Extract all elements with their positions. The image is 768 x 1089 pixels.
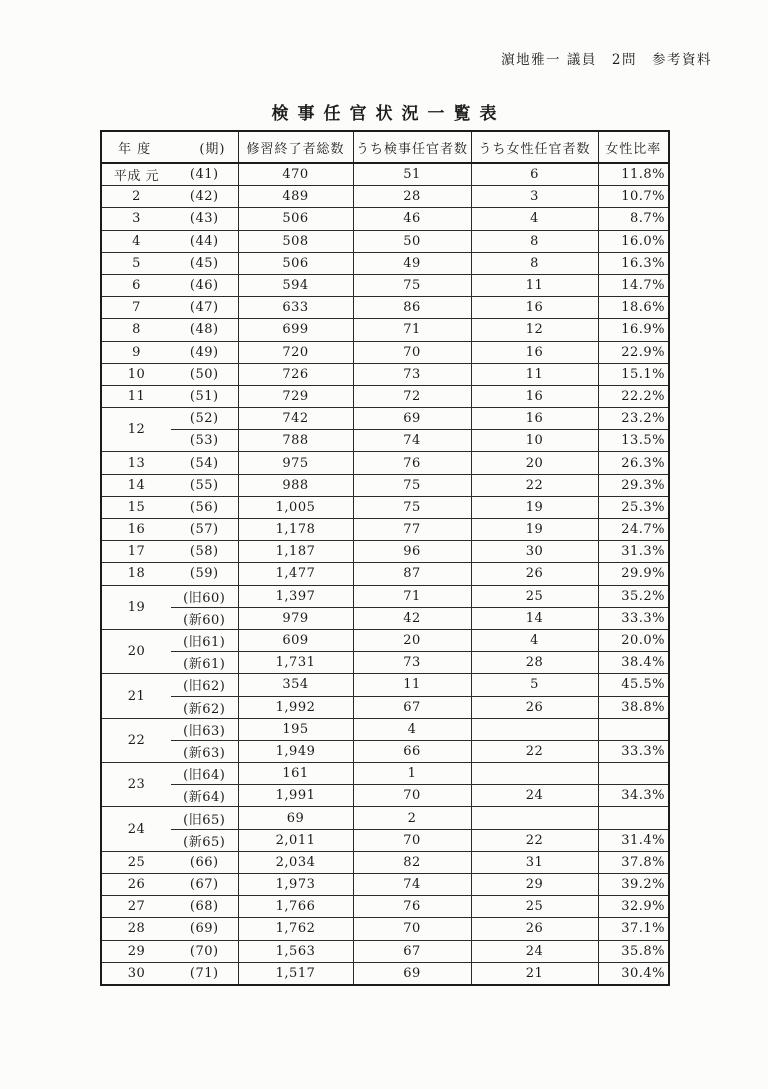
total-cell: 1,973 [238,874,353,896]
period-cell: (55) [171,474,238,496]
year-cell: 28 [101,918,171,940]
total-cell: 1,005 [238,496,353,518]
year-cell: 23 [101,763,171,807]
table-row [101,363,669,385]
period-cell: (旧64) [171,763,238,785]
period-cell: (53) [171,430,238,452]
table-row [101,829,669,851]
year-cell: 15 [101,496,171,518]
table-row [101,341,669,363]
female-cell: 22 [471,740,598,762]
total-cell: 1,517 [238,962,353,985]
table-row [101,496,669,518]
year-cell: 13 [101,452,171,474]
prosecutors-cell: 4 [353,718,471,740]
header-period-label: (期) [199,141,226,157]
table-row [101,297,669,319]
prosecutors-cell: 77 [353,519,471,541]
ratio-cell: 11.8% [598,163,669,186]
table-row [101,230,669,252]
ratio-cell: 33.3% [598,740,669,762]
ratio-cell: 35.2% [598,585,669,607]
period-cell: (71) [171,962,238,985]
female-cell: 4 [471,629,598,651]
table-row [101,519,669,541]
period-cell: (68) [171,896,238,918]
header-total: 修習終了者総数 [238,131,353,163]
table-row [101,807,669,829]
female-cell: 16 [471,341,598,363]
prosecutors-cell: 74 [353,430,471,452]
total-cell: 1,949 [238,740,353,762]
year-cell: 25 [101,851,171,873]
ratio-cell: 37.8% [598,851,669,873]
header-year-label: 年 度 [118,141,152,157]
table-row [101,452,669,474]
female-cell: 16 [471,385,598,407]
prosecutors-cell: 67 [353,940,471,962]
period-cell: (42) [171,186,238,208]
female-cell [471,718,598,740]
prosecutors-cell: 76 [353,896,471,918]
prosecutors-cell: 51 [353,163,471,186]
total-cell: 161 [238,763,353,785]
female-cell: 22 [471,829,598,851]
table-row [101,674,669,696]
table-row [101,874,669,896]
year-cell: 5 [101,252,171,274]
total-cell: 1,766 [238,896,353,918]
year-cell: 10 [101,363,171,385]
table-row [101,408,669,430]
ratio-cell: 20.0% [598,629,669,651]
year-cell: 8 [101,319,171,341]
table-row [101,763,669,785]
header-row [101,131,669,163]
ratio-cell: 30.4% [598,962,669,985]
table-row [101,541,669,563]
period-cell: (旧65) [171,807,238,829]
table-row [101,319,669,341]
total-cell: 1,563 [238,940,353,962]
period-cell: (69) [171,918,238,940]
prosecutors-cell: 74 [353,874,471,896]
total-cell: 470 [238,163,353,186]
female-cell: 11 [471,274,598,296]
ratio-cell: 14.7% [598,274,669,296]
total-cell: 1,397 [238,585,353,607]
table-row [101,851,669,873]
table-row [101,785,669,807]
female-cell: 8 [471,252,598,274]
table-row [101,186,669,208]
prosecutors-cell: 42 [353,607,471,629]
total-cell: 975 [238,452,353,474]
female-cell: 3 [471,186,598,208]
total-cell: 508 [238,230,353,252]
table-row [101,585,669,607]
female-cell [471,763,598,785]
year-cell: 26 [101,874,171,896]
year-cell: 30 [101,962,171,985]
period-cell: (50) [171,363,238,385]
table-row [101,208,669,230]
year-cell: 11 [101,385,171,407]
period-cell: (66) [171,851,238,873]
ratio-cell: 34.3% [598,785,669,807]
period-cell: (46) [171,274,238,296]
total-cell: 506 [238,208,353,230]
year-cell: 14 [101,474,171,496]
period-cell: (新60) [171,607,238,629]
ratio-cell: 22.2% [598,385,669,407]
period-cell: (51) [171,385,238,407]
female-cell: 11 [471,363,598,385]
table-row [101,474,669,496]
female-cell: 4 [471,208,598,230]
total-cell: 1,178 [238,519,353,541]
female-cell: 29 [471,874,598,896]
year-cell: 平成 元 [101,163,171,186]
period-cell: (41) [171,163,238,186]
ratio-cell: 29.9% [598,563,669,585]
female-cell: 25 [471,896,598,918]
ratio-cell: 38.8% [598,696,669,718]
total-cell: 609 [238,629,353,651]
period-cell: (43) [171,208,238,230]
female-cell: 21 [471,962,598,985]
ratio-cell: 31.3% [598,541,669,563]
year-cell: 3 [101,208,171,230]
year-cell: 29 [101,940,171,962]
period-cell: (旧60) [171,585,238,607]
table-row [101,430,669,452]
header-prosecutors: うち検事任官者数 [353,131,471,163]
ratio-cell: 25.3% [598,496,669,518]
year-cell: 21 [101,674,171,718]
female-cell: 28 [471,652,598,674]
period-cell: (54) [171,452,238,474]
year-cell: 4 [101,230,171,252]
year-cell: 20 [101,629,171,673]
female-cell: 26 [471,918,598,940]
total-cell: 1,991 [238,785,353,807]
female-cell: 25 [471,585,598,607]
total-cell: 1,187 [238,541,353,563]
total-cell: 1,477 [238,563,353,585]
total-cell: 2,011 [238,829,353,851]
year-cell: 16 [101,519,171,541]
year-cell: 7 [101,297,171,319]
prosecutors-cell: 69 [353,408,471,430]
table-row [101,918,669,940]
ratio-cell: 16.0% [598,230,669,252]
year-cell: 6 [101,274,171,296]
year-cell: 12 [101,408,171,452]
ratio-cell: 18.6% [598,297,669,319]
total-cell: 506 [238,252,353,274]
ratio-cell: 8.7% [598,208,669,230]
period-cell: (59) [171,563,238,585]
female-cell: 20 [471,452,598,474]
period-cell: (56) [171,496,238,518]
ratio-cell: 38.4% [598,652,669,674]
period-cell: (44) [171,230,238,252]
prosecutors-cell: 72 [353,385,471,407]
female-cell: 31 [471,851,598,873]
female-cell: 10 [471,430,598,452]
period-cell: (52) [171,408,238,430]
period-cell: (48) [171,319,238,341]
female-cell: 6 [471,163,598,186]
header-female: うち女性任官者数 [471,131,598,163]
total-cell: 489 [238,186,353,208]
prosecutor-appointment-table [100,130,670,986]
total-cell: 720 [238,341,353,363]
period-cell: (旧61) [171,629,238,651]
female-cell: 24 [471,785,598,807]
total-cell: 979 [238,607,353,629]
period-cell: (70) [171,940,238,962]
total-cell: 1,731 [238,652,353,674]
prosecutors-cell: 46 [353,208,471,230]
ratio-cell: 37.1% [598,918,669,940]
period-cell: (57) [171,519,238,541]
header-ratio: 女性比率 [598,131,669,163]
prosecutors-cell: 82 [353,851,471,873]
table-header [101,131,669,163]
prosecutors-cell: 69 [353,962,471,985]
total-cell: 742 [238,408,353,430]
female-cell: 5 [471,674,598,696]
table-row [101,252,669,274]
period-cell: (新62) [171,696,238,718]
prosecutors-cell: 20 [353,629,471,651]
year-cell: 24 [101,807,171,851]
total-cell: 354 [238,674,353,696]
table-row [101,629,669,651]
prosecutors-cell: 75 [353,274,471,296]
period-cell: (49) [171,341,238,363]
period-cell: (67) [171,874,238,896]
prosecutors-cell: 75 [353,496,471,518]
prosecutors-cell: 66 [353,740,471,762]
total-cell: 988 [238,474,353,496]
female-cell: 26 [471,563,598,585]
ratio-cell [598,763,669,785]
period-cell: (旧62) [171,674,238,696]
year-cell: 27 [101,896,171,918]
table-row [101,163,669,186]
ratio-cell: 24.7% [598,519,669,541]
prosecutors-cell: 86 [353,297,471,319]
header-year-period [101,131,238,163]
table-row [101,274,669,296]
period-cell: (新65) [171,829,238,851]
prosecutors-cell: 71 [353,319,471,341]
prosecutors-cell: 70 [353,918,471,940]
ratio-cell: 22.9% [598,341,669,363]
prosecutors-cell: 1 [353,763,471,785]
prosecutors-cell: 11 [353,674,471,696]
total-cell: 788 [238,430,353,452]
female-cell: 30 [471,541,598,563]
total-cell: 1,992 [238,696,353,718]
period-cell: (新63) [171,740,238,762]
prosecutors-cell: 70 [353,829,471,851]
ratio-cell: 13.5% [598,430,669,452]
total-cell: 729 [238,385,353,407]
period-cell: (47) [171,297,238,319]
period-cell: (新61) [171,652,238,674]
table-body [101,163,669,985]
year-cell: 19 [101,585,171,629]
prosecutors-cell: 71 [353,585,471,607]
ratio-cell: 15.1% [598,363,669,385]
female-cell: 19 [471,519,598,541]
prosecutors-cell: 50 [353,230,471,252]
table-row [101,896,669,918]
female-cell: 26 [471,696,598,718]
ratio-cell: 29.3% [598,474,669,496]
total-cell: 69 [238,807,353,829]
ratio-cell: 16.9% [598,319,669,341]
female-cell: 12 [471,319,598,341]
prosecutors-cell: 76 [353,452,471,474]
total-cell: 195 [238,718,353,740]
total-cell: 594 [238,274,353,296]
female-cell: 19 [471,496,598,518]
period-cell: (新64) [171,785,238,807]
table-row [101,718,669,740]
year-cell: 2 [101,186,171,208]
table-row [101,607,669,629]
period-cell: (45) [171,252,238,274]
table-row [101,563,669,585]
female-cell: 24 [471,940,598,962]
table-row [101,962,669,985]
female-cell: 16 [471,408,598,430]
table-row [101,696,669,718]
prosecutors-cell: 75 [353,474,471,496]
prosecutors-cell: 67 [353,696,471,718]
ratio-cell: 32.9% [598,896,669,918]
prosecutors-cell: 96 [353,541,471,563]
table-row [101,385,669,407]
female-cell [471,807,598,829]
ratio-cell: 35.8% [598,940,669,962]
total-cell: 726 [238,363,353,385]
period-cell: (旧63) [171,718,238,740]
page-title: 検事任官状況一覧表 [271,104,506,124]
ratio-cell: 39.2% [598,874,669,896]
ratio-cell [598,807,669,829]
prosecutors-cell: 73 [353,652,471,674]
total-cell: 633 [238,297,353,319]
year-cell: 17 [101,541,171,563]
prosecutors-cell: 28 [353,186,471,208]
female-cell: 8 [471,230,598,252]
prosecutors-cell: 2 [353,807,471,829]
prosecutors-cell: 73 [353,363,471,385]
ratio-cell: 23.2% [598,408,669,430]
period-cell: (58) [171,541,238,563]
female-cell: 14 [471,607,598,629]
prosecutors-cell: 70 [353,341,471,363]
prosecutors-cell: 87 [353,563,471,585]
document-reference-note: 濵地雅一 議員 2問 参考資料 [501,52,712,68]
total-cell: 699 [238,319,353,341]
table-row [101,740,669,762]
prosecutors-cell: 70 [353,785,471,807]
year-cell: 18 [101,563,171,585]
total-cell: 2,034 [238,851,353,873]
year-cell: 22 [101,718,171,762]
total-cell: 1,762 [238,918,353,940]
ratio-cell: 16.3% [598,252,669,274]
table-row [101,652,669,674]
ratio-cell: 45.5% [598,674,669,696]
ratio-cell: 33.3% [598,607,669,629]
female-cell: 22 [471,474,598,496]
female-cell: 16 [471,297,598,319]
ratio-cell [598,718,669,740]
year-cell: 9 [101,341,171,363]
ratio-cell: 10.7% [598,186,669,208]
table-row [101,940,669,962]
ratio-cell: 31.4% [598,829,669,851]
prosecutors-cell: 49 [353,252,471,274]
ratio-cell: 26.3% [598,452,669,474]
